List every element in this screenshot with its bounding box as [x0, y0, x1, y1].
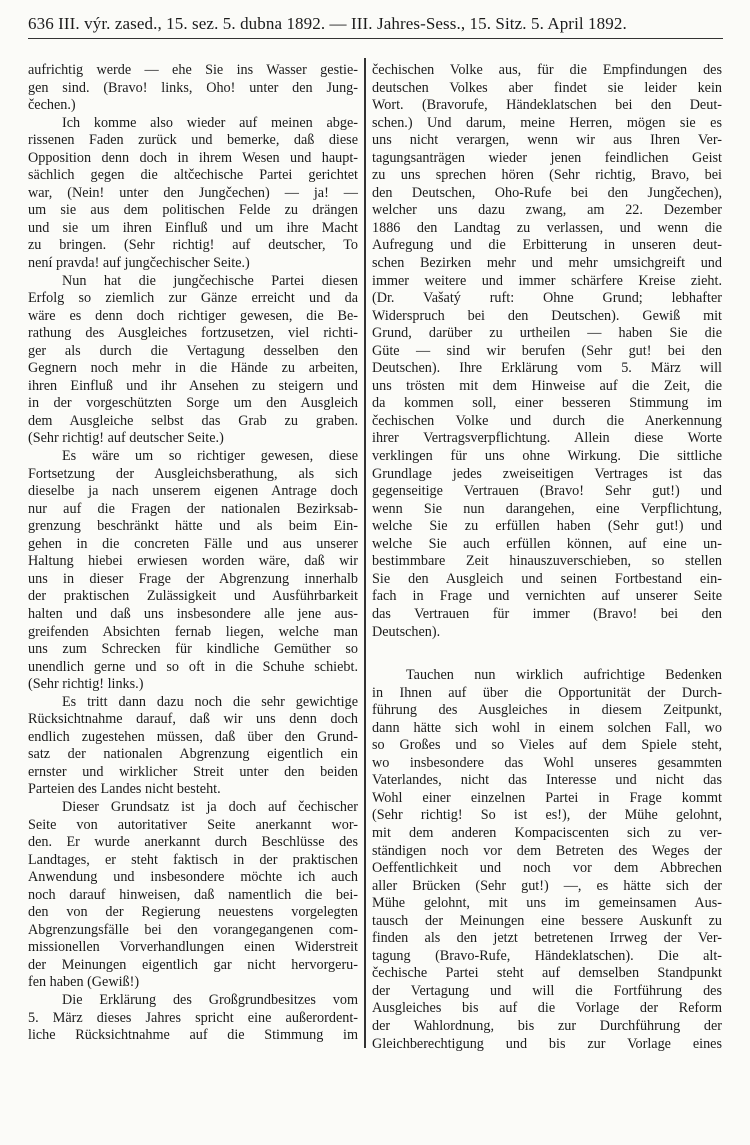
text-line: tagungsanträgen wieder jenen feindlichen Geist — [372, 149, 722, 166]
text-line: ger als durch die Vertagung desselben den — [28, 342, 358, 359]
text-line: gegenseitige Vertrauen (Bravo! Sehr gut!) und — [372, 483, 722, 500]
paragraph — [28, 694, 358, 799]
text-line: tausch der Meinungen eine bessere Auskunft zu — [372, 912, 722, 929]
text-line: Dieser Grundsatz ist ja doch auf čechischer — [62, 798, 358, 815]
text-line: čechischen Volke aus, für die Empfindungen des — [372, 62, 722, 78]
text-line: gen sind. (Bravo! links, Oho! unter den Jung- — [28, 79, 358, 96]
text-line: čechische Partei steht auf demselben Standpunkt — [372, 965, 722, 982]
text-line: der Wahlordnung, bis zur Durchführung der — [372, 1017, 722, 1034]
text-line: (Sehr richtig! auf deutscher Seite.) — [28, 430, 224, 447]
text-line: Ich komme also wieder auf meinen abge- — [62, 114, 358, 131]
text-line: Es tritt dann dazu noch die sehr gewichtige — [62, 693, 358, 710]
text-line: schen Bezirken mehr und mehr umsichgreift und — [372, 255, 722, 272]
text-line: so Großes und so Vieles auf dem Spiele steht, — [372, 737, 722, 754]
text-line: mit dem anderen Kompaciscenten sich zu ver- — [372, 824, 722, 841]
text-line: Ausgleiches bis auf die Vorlage der Reform — [372, 1000, 722, 1017]
text-line: Güte — sind wir berufen (Sehr gut! bei den — [372, 342, 722, 359]
text-line: (Dr. Vašatý ruft: Ohne Grund; lebhafter — [372, 290, 722, 307]
page-header — [28, 10, 723, 39]
text-line: Gegnern noch mehr in die Hände zu arbeiten, — [28, 360, 358, 377]
text-line: aufrichtig werde — ehe Sie ins Wasser gestie- — [28, 62, 358, 78]
text-line: verklingen für uns ohne Wirkung. Die sittliche — [372, 448, 722, 465]
text-line: wäre es denn doch richtiger gewesen, die Be- — [28, 307, 358, 324]
paragraph — [28, 115, 358, 273]
text-line: zu uns sprechen hören (Sehr richtig, Bravo, bei — [372, 167, 722, 184]
text-line: der praktischen Zulässigkeit und Ausführbarkeit — [28, 588, 358, 605]
text-line: fen haben (Gewiß!) — [28, 974, 140, 991]
text-line: zu bringen. (Sehr richtig! auf deutscher, To — [28, 237, 358, 254]
text-line: Anwendung und insbesondere möchte ich auch — [28, 869, 358, 886]
paragraph — [28, 992, 358, 1045]
text-line: uns in dieser Frage der Abgrenzung innerhalb — [28, 570, 358, 587]
text-line: finden als den jetzt betretenen Irrweg der Ver- — [372, 930, 722, 947]
left-column — [28, 62, 358, 1045]
text-line: dieselbe ja nach unserem eigenen Antrage doch — [28, 483, 358, 500]
text-line: immer weitere und immer schärfere Kreise zieht. — [372, 272, 722, 289]
text-line: Tauchen nun wirklich aufrichtige Bedenken — [406, 667, 722, 684]
text-line: Wohl einer einzelnen Partei in Frage kommt — [372, 789, 722, 806]
text-line: welche Sie zu erfüllen haben (Sehr gut!) und — [372, 518, 722, 535]
text-line: satz der nationalen Abgrenzung eigentlich ein — [28, 746, 358, 763]
text-line: dann hätte sich wohl in einem solchen Fall, wo — [372, 719, 722, 736]
text-line: liche Rücksichtnahme auf die Stimmung im — [28, 1027, 358, 1044]
text-line: Landtages, er steht faktisch in der praktischen — [28, 851, 358, 868]
text-line: uns nicht verargen, wenn wir aus Ihren Ver- — [372, 132, 722, 149]
text-line: ernster und wirklicher Streit unter den beiden — [28, 763, 358, 780]
text-line: welcher uns dazu zwang, am 22. Dezember — [372, 202, 722, 219]
text-line: nur auf die Fragen der nationalen Bezirksab- — [28, 500, 358, 517]
text-line: schen.) Und darum, meine Herren, mögen sie es — [372, 114, 722, 131]
text-line: der Meinungen eigentlich gar nicht hervorgeru- — [28, 956, 358, 973]
text-line: halten und daß uns insbesondere alle jene aus- — [28, 605, 358, 622]
text-line: uns zum Schrecken für kindliche Gemüther so — [28, 641, 358, 658]
text-line: rathung des Ausgleiches fortzusetzen, viel richti- — [28, 325, 358, 342]
text-line: um sie aus dem politischen Felde zu drängen — [28, 202, 358, 219]
text-line: Es wäre um so richtiger gewesen, diese — [62, 448, 358, 465]
text-line: grenzung beschränkt hätte und als beim Ein- — [28, 518, 358, 535]
text-line: führung des Ausgleiches in diesem Zeitpunkt, — [372, 702, 722, 719]
text-line: missionellen Vorverhandlungen einen Widerstreit — [28, 939, 358, 956]
text-line: den Deutschen, Oho-Rufe bei den Jungčechen), — [372, 184, 722, 201]
text-line: ihrer Vertragsverpflichtung. Allein diese Worte — [372, 430, 722, 447]
text-line: den. Er wurde anerkannt durch Beschlüsse des — [28, 834, 358, 851]
text-line: Aufregung und die Erbitterung in unseren deut- — [372, 237, 722, 254]
text-line: war, (Nein! unter den Jungčechen) — ja! — — [28, 184, 358, 201]
text-line: uns trösten mit dem Hinweise auf die Zeit, die — [372, 377, 722, 394]
text-line: und sie um ihren Einfluß und um ihre Macht — [28, 219, 358, 236]
text-line: Mühe gelohnt, mit uns im gemeinsamen Aus- — [372, 895, 722, 912]
text-line: unendlich gerne und so oft in die Schuhe schiebt. — [28, 658, 358, 675]
text-line: Nun hat die jungčechische Partei diesen — [62, 272, 358, 289]
text-line: Die Erklärung des Großgrundbesitzes vom — [62, 991, 358, 1008]
text-line: 5. März dieses Jahres spricht eine außerordent- — [28, 1009, 358, 1026]
text-line: aller Brücken (Sehr gut!) —, es hätte sich der — [372, 877, 722, 894]
text-line: Haltung hiebei erwiesen worden wäre, daß wir — [28, 553, 358, 570]
paragraph-gap — [372, 641, 722, 667]
text-line: wenn Sie nun darangehen, eine Verpflichtung, — [372, 500, 722, 517]
paragraph — [372, 62, 722, 641]
paragraph — [28, 448, 358, 694]
text-line: čechischen Volke und durch die Anerkennung — [372, 412, 722, 429]
text-line: deutschen Volkes aber findet sie leider kein — [372, 79, 722, 96]
text-line: Widerspruch bei den Deutschen). Gewiß mit — [372, 307, 722, 324]
text-line: 1886 den Landtag zu verlassen, und wenn die — [372, 219, 722, 236]
text-line: welche Sie auch erfüllen können, auf eine un- — [372, 535, 722, 552]
text-line: není pravda! auf jungčechischer Seite.) — [28, 255, 250, 272]
text-line: (Sehr richtig! links.) — [28, 676, 144, 693]
text-line: Wort. (Bravorufe, Händeklatschen bei den Deut- — [372, 97, 722, 114]
right-column — [372, 62, 722, 1053]
text-line: Opposition denn doch in ihrem Wesen und haupt- — [28, 149, 358, 166]
text-line: wo insbesondere das Wohl unseres gesammten — [372, 754, 722, 771]
text-line: Erfolg so ziemlich zur Gänze erreicht und da — [28, 290, 358, 307]
text-line: ständigen noch vor dem Betreten des Weges der — [372, 842, 722, 859]
text-line: endlich zugestehen müssen, daß über den Grund- — [28, 728, 358, 745]
text-line: in Ihnen auf über die Opportunität der Durch- — [372, 684, 722, 701]
text-line: čechen.) — [28, 97, 76, 114]
text-line: Vaterlandes, nicht das Interesse und nicht das — [372, 772, 722, 789]
paragraph — [28, 62, 358, 115]
paragraph — [28, 799, 358, 992]
column-divider — [364, 58, 366, 1048]
text-line: Grund, darüber zu urtheilen — haben Sie die — [372, 325, 722, 342]
text-line: rissenen Faden zurück und bemerke, daß diese — [28, 132, 358, 149]
text-line: Fortsetzung der Ausgleichsberathung, als sich — [28, 465, 358, 482]
text-line: bestimmbare Zeit hinauszuverschieben, so stellen — [372, 553, 722, 570]
paragraph — [28, 273, 358, 448]
text-line: Abgrenzungsfälle bei den vorangegangenen com- — [28, 921, 358, 938]
text-line: greifenden Absichten fernab liegen, welche man — [28, 623, 358, 640]
text-line: (Sehr richtig! So ist es!), der Mühe gelohnt, — [372, 807, 722, 824]
text-line: den von der Regierung neuestens vorgelegten — [28, 904, 358, 921]
running-head: 636 III. výr. zased., 15. sez. 5. dubna 1892. — III. Jahres-Sess., 15. Sitz. 5. April 1892. — [28, 14, 627, 33]
text-line: dem Ausgleiche selbst das Grab zu graben. — [28, 412, 358, 429]
text-line: Sie den Ausgleich und seinen Fortbestand ein- — [372, 570, 722, 587]
text-line: Rücksichtnahme darauf, daß wir uns denn doch — [28, 711, 358, 728]
text-line: Deutschen). — [372, 623, 441, 640]
text-line: tagung (Bravo-Rufe, Händeklatschen). Die alt- — [372, 947, 722, 964]
text-line: Parteien des Landes nicht besteht. — [28, 781, 221, 798]
text-line: da kommen soll, einer besseren Stimmung im — [372, 395, 722, 412]
paragraph — [372, 667, 722, 1053]
text-line: der Vertagung und will die Fortführung des — [372, 982, 722, 999]
text-line: Gleichberechtigung und bis zur Vorlage eines — [372, 1035, 722, 1052]
text-line: fach in Frage und vernichten auf unserer Seite — [372, 588, 722, 605]
text-line: noch darauf hinweisen, daß namentlich die bei- — [28, 886, 358, 903]
text-line: Oeffentlichkeit und noch vor dem Abbrechen — [372, 860, 722, 877]
text-line: das Vertrauen für immer (Bravo! bei den — [372, 605, 722, 622]
text-line: sächlich gegen die altčechische Partei gerichtet — [28, 167, 358, 184]
text-line: gehen in die concreten Fälle und aus unserer — [28, 535, 358, 552]
text-line: ihren Einfluß und ihr Ansehen zu steigern und — [28, 377, 358, 394]
text-line: Deutschen). Ihre Erklärung vom 5. März will — [372, 360, 722, 377]
text-line: in der vorgeschützten Sorge um den Ausgleich — [28, 395, 358, 412]
text-line: Grundlage jedes zweiseitigen Vertrages ist das — [372, 465, 722, 482]
text-line: Seite von autoritativer Seite anerkannt wor- — [28, 816, 358, 833]
